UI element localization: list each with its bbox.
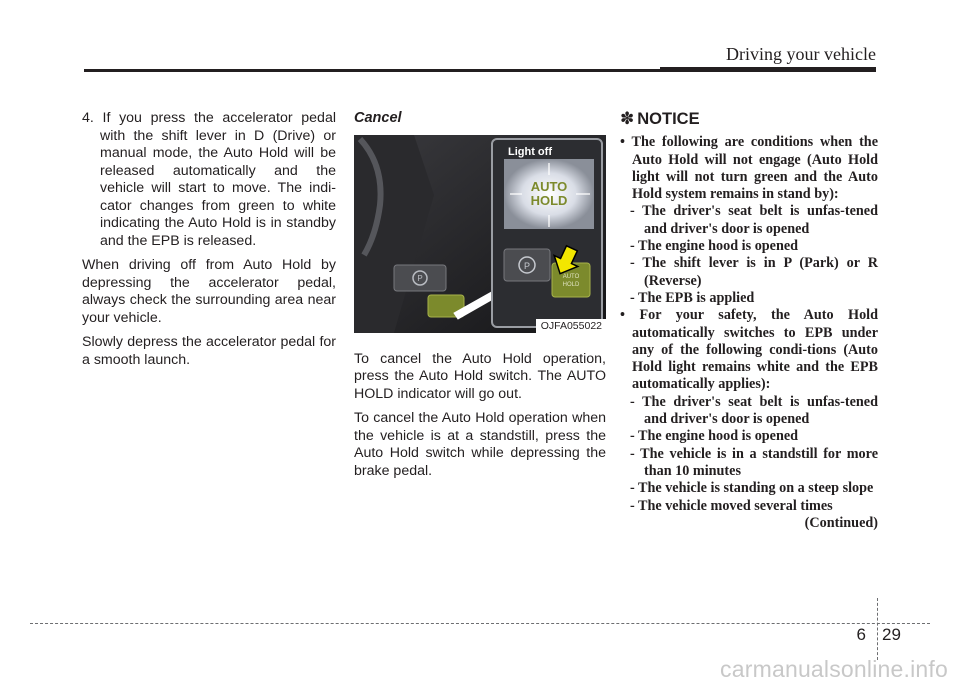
notice-heading-text: NOTICE bbox=[637, 110, 700, 128]
indicator-text-line2: HOLD bbox=[530, 192, 568, 208]
paragraph-driving-off: When driving off from Auto Hold by depressing the accelerator pedal, always check the surrounding area near your vehicle. bbox=[82, 257, 336, 326]
header-title: Driving your vehicle bbox=[726, 44, 876, 64]
svg-text:HOLD: HOLD bbox=[562, 281, 580, 288]
list-item: - The engine hood is opened bbox=[630, 428, 799, 445]
header-rule-accent bbox=[660, 67, 876, 72]
inset-label: Light off bbox=[508, 145, 552, 158]
watermark: carmanualsonline.info bbox=[720, 656, 948, 682]
notice-bullet-1: • The following are conditions when the Auto Hold will not engage (Auto Hold light will not turn green and the Auto Hold system remains in stand by): bbox=[620, 134, 878, 203]
notice-bullet-2-conditions bbox=[620, 394, 878, 515]
list-item: - The driver's seat belt is unfas-tened and driver's door is opened bbox=[630, 393, 878, 428]
page-number-separator bbox=[877, 598, 878, 660]
list-item: - The driver's seat belt is unfas-tened and driver's door is opened bbox=[630, 203, 878, 237]
column-left bbox=[82, 110, 336, 376]
paragraph-cancel-1: To cancel the Auto Hold operation, press the Auto Hold switch. The AUTO HOLD indicator will go out. bbox=[354, 350, 606, 402]
svg-text:AUTO: AUTO bbox=[562, 273, 580, 280]
console-illustration bbox=[354, 135, 606, 333]
step-4-text: 4. If you press the accelerator pedal with the shift lever in D (Drive) or manual mode, the Auto Hold will be released automatically and the vehicle will start to move. The indi-cator changes from green to white indicating the Auto Hold is in standby and the EPB is released. bbox=[82, 110, 336, 249]
paragraph-smooth-launch: Slowly depress the accelerator pedal for a smooth launch. bbox=[82, 334, 336, 368]
svg-text:P: P bbox=[417, 273, 423, 283]
notice-bullet-2: • For your safety, the Auto Hold automatically switches to EPB under any of the following condi-tions (Auto Hold light remains white and the EPB automatically applies): bbox=[620, 307, 878, 393]
svg-text:P: P bbox=[523, 260, 531, 271]
list-item: - The vehicle moved several times bbox=[630, 497, 833, 514]
column-middle bbox=[354, 110, 606, 487]
page-number-value: 29 bbox=[882, 625, 901, 644]
list-item: - The EPB is applied bbox=[630, 289, 755, 306]
list-item: - The vehicle is in a standstill for more than 10 minutes bbox=[630, 445, 878, 479]
indicator-text-line1: AUTO bbox=[530, 178, 568, 194]
notice-mark-icon: ✽ bbox=[620, 109, 635, 128]
footer-rule bbox=[30, 623, 930, 624]
auto-hold-figure bbox=[354, 135, 606, 333]
figure-code: OJFA055022 bbox=[536, 319, 606, 333]
list-item: - The vehicle is standing on a steep slope bbox=[630, 480, 874, 497]
paragraph-cancel-2: To cancel the Auto Hold operation when the vehicle is at a standstill, press the Auto Hold switch while depressing the brake pedal. bbox=[354, 410, 606, 479]
notice-heading bbox=[620, 110, 878, 128]
list-item: - The engine hood is opened bbox=[630, 238, 799, 255]
continued-label: (Continued) bbox=[804, 514, 878, 531]
list-item: - The shift lever is in P (Park) or R (Reverse) bbox=[630, 255, 878, 289]
cancel-heading: Cancel bbox=[354, 110, 402, 126]
notice-box bbox=[620, 110, 878, 532]
notice-bullet-1-conditions bbox=[620, 203, 878, 307]
section-number: 6 bbox=[856, 625, 866, 644]
